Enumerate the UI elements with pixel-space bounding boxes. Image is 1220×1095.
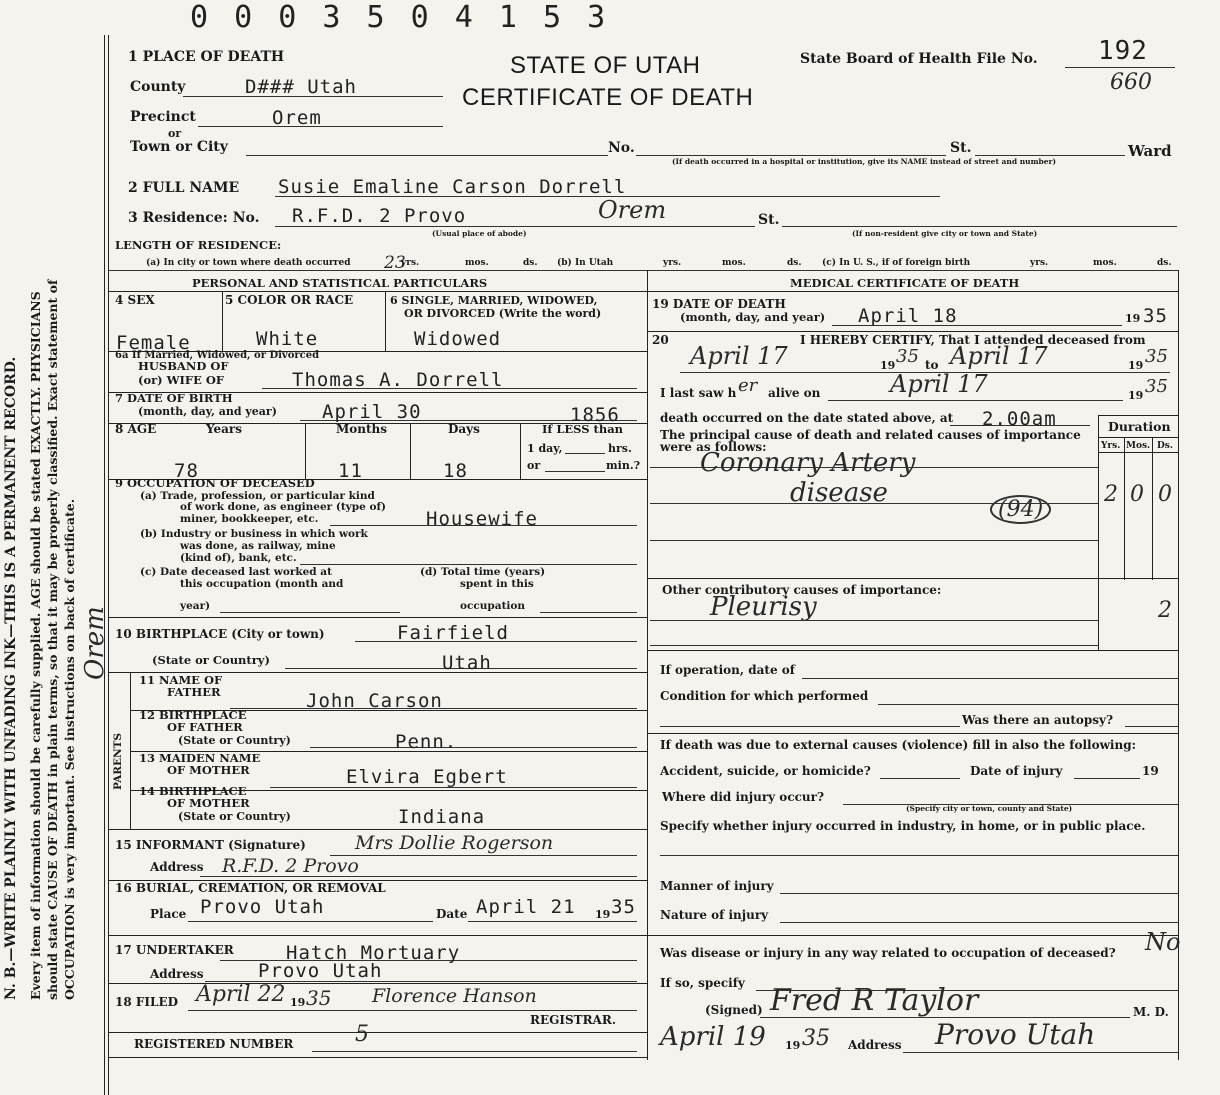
other-rule-1	[650, 620, 1098, 621]
one-day-label: 1 day,	[527, 442, 563, 455]
or-min-label: or	[527, 459, 541, 472]
residence-st-line	[782, 226, 1177, 227]
occ-b-1: (b) Industry or business in which work	[140, 528, 368, 540]
no-line	[636, 155, 946, 156]
undertaker-label: 17 UNDERTAKER	[115, 943, 234, 957]
row17-rule	[108, 983, 647, 984]
st-label: St.	[950, 140, 972, 156]
or-label: or	[168, 127, 182, 140]
duration-yrs: Yrs.	[1101, 441, 1121, 451]
burial-year-prefix: 19	[595, 908, 611, 921]
hrs-label: hrs.	[608, 442, 632, 455]
cause-rule-3	[650, 540, 1098, 541]
nonresident-note: (If non-resident give city or town and State)	[852, 229, 1038, 238]
father-birthplace-label-2: OF FATHER	[167, 720, 243, 734]
center-divider	[647, 270, 648, 1060]
cause-rule-1	[650, 467, 1098, 468]
left-border-inner	[108, 35, 109, 1095]
mother-value: Elvira Egbert	[346, 766, 508, 788]
birthplace-city: Fairfield	[397, 622, 509, 644]
full-name-label: 2 FULL NAME	[128, 180, 240, 196]
related-value: No	[1145, 928, 1181, 956]
informant-address: R.F.D. 2 Provo	[222, 855, 359, 877]
duration-col-1	[1124, 437, 1125, 580]
spouse-label-2: HUSBAND OF	[138, 359, 229, 373]
accident-line	[880, 778, 960, 779]
personal-section-title: PERSONAL AND STATISTICAL PARTICULARS	[192, 276, 488, 290]
sign-19: 19	[785, 1039, 801, 1052]
registrar-signature: Florence Hanson	[372, 985, 537, 1007]
duration-label: Duration	[1108, 419, 1171, 434]
utah-mos: mos.	[722, 258, 746, 268]
occ-c-1: (c) Date deceased last worked at	[140, 566, 332, 578]
age-months: 11	[338, 460, 363, 482]
nature-rule	[647, 935, 1178, 936]
occupation-label: 9 OCCUPATION OF DECEASED	[115, 476, 315, 490]
alive-on-line	[828, 400, 1123, 401]
occ-a-3: miner, bookkeeper, etc.	[180, 513, 319, 525]
informant-line	[330, 855, 637, 856]
death-occurred-label: death occurred on the date stated above, at	[660, 411, 954, 425]
injury-date-label: Date of injury	[970, 764, 1063, 778]
father-birthplace-value: Penn.	[395, 731, 458, 753]
occ-b-line	[300, 564, 637, 565]
dod-year-prefix: 19	[1125, 312, 1141, 325]
injury-19: 19	[1142, 764, 1159, 778]
other-causes-label: Other contributory causes of importance:	[662, 583, 942, 597]
residence-st-label: St.	[758, 212, 780, 228]
birthplace-state-label: (State or Country)	[152, 653, 270, 667]
age-label: 8 AGE	[115, 422, 157, 436]
birthplace-state: Utah	[442, 652, 492, 674]
condition-label: Condition for which performed	[660, 689, 869, 703]
row9-rule	[108, 617, 647, 618]
specify-industry-line	[660, 855, 1178, 856]
days-label: Days	[448, 422, 480, 436]
filed-19: 19	[290, 996, 306, 1009]
injury-date-line	[1074, 778, 1140, 779]
duration-divider	[1098, 415, 1099, 580]
margin-note-2: Every item of information should be carefully supplied. AGE should be stated EXACTLY. PHYSICIANS	[28, 291, 43, 1000]
row18-rule	[108, 1032, 647, 1033]
full-name-value: Susie Emaline Carson Dorrell	[278, 176, 627, 198]
dob-label-1: 7 DATE OF BIRTH	[115, 391, 233, 405]
occ-b-2: was done, as railway, mine	[180, 540, 336, 552]
length-ds: ds.	[523, 258, 538, 268]
occ-c-3: year)	[180, 600, 211, 612]
utah-ds: ds.	[787, 258, 802, 268]
town-line	[246, 155, 608, 156]
us-yrs: yrs.	[1030, 258, 1049, 268]
from-year: 35	[896, 346, 919, 367]
attended-to: April 17	[950, 342, 1048, 370]
signed-value: Fred R Taylor	[770, 983, 979, 1018]
marital-label-2: OR DIVORCED (Write the word)	[404, 307, 602, 320]
father-label-1: 11 NAME OF	[139, 673, 223, 687]
last-year: 35	[1145, 376, 1168, 397]
burial-place-line	[188, 921, 433, 922]
cause-line-2: disease	[790, 478, 888, 508]
duration-top	[1098, 415, 1178, 416]
dob-month-day: April 30	[322, 401, 422, 423]
burial-date-line	[468, 921, 637, 922]
burial-place-label: Place	[150, 907, 187, 921]
spouse-label-3: (or) WIFE OF	[138, 373, 225, 387]
length-us-label: (c) In U. S., if of foreign birth	[822, 258, 971, 268]
other-cause: Pleurisy	[710, 592, 817, 622]
from-19: 19	[880, 359, 896, 372]
row16-rule	[108, 935, 647, 936]
length-utah-label: (b) In Utah	[557, 258, 614, 268]
right-border	[1178, 270, 1179, 1060]
certify-text: I HEREBY CERTIFY, That I attended deceased from	[800, 333, 1146, 347]
title-certificate: CERTIFICATE OF DEATH	[462, 84, 754, 111]
specify-city-note: (Specify city or town, county and State)	[906, 804, 1073, 813]
medical-section-title: MEDICAL CERTIFICATE OF DEATH	[790, 276, 1020, 290]
cause-duration-yrs: 2	[1104, 482, 1118, 507]
signed-label: (Signed)	[705, 1003, 763, 1017]
county-label: County	[130, 79, 186, 95]
cause-text-2: were as follows:	[660, 440, 767, 454]
father-birthplace-label-1: 12 BIRTHPLACE	[139, 708, 247, 722]
condition-line	[878, 704, 1178, 705]
min-label: min.?	[606, 459, 641, 472]
mother-birthplace-label-3: (State or Country)	[178, 810, 291, 823]
hrs-line	[565, 453, 605, 454]
operation-label: If operation, date of	[660, 663, 795, 677]
title-state: STATE OF UTAH	[510, 52, 701, 79]
alive-on-label: alive on	[768, 386, 821, 400]
sign-address-label: Address	[848, 1038, 902, 1052]
length-city-value: 23	[384, 253, 406, 273]
cause-text-1: The principal cause of death and related causes of importance	[660, 428, 1081, 442]
sign-date: April 19	[660, 1022, 766, 1052]
duration-ds: Ds.	[1157, 441, 1174, 451]
accident-label: Accident, suicide, or homicide?	[660, 764, 871, 778]
us-ds: ds.	[1157, 258, 1172, 268]
dob-label-2: (month, day, and year)	[138, 405, 277, 418]
length-yrs: yrs.	[401, 258, 420, 268]
informant-label: 15 INFORMANT (Signature)	[115, 838, 306, 852]
filed-year: 35	[306, 986, 332, 1010]
dod-year: 35	[1143, 305, 1168, 327]
father-birthplace-line	[310, 747, 637, 748]
mother-birthplace-label-2: OF MOTHER	[167, 796, 250, 810]
months-label: Months	[336, 422, 388, 436]
age-divider-1	[305, 423, 306, 479]
row14-rule	[108, 829, 647, 830]
cause-bottom-rule	[647, 578, 1178, 579]
file-no-line	[1065, 67, 1175, 68]
autopsy-rule	[647, 733, 1178, 734]
if-so-label: If so, specify	[660, 976, 745, 990]
usual-place-note: (Usual place of abode)	[432, 229, 527, 238]
undertaker-address: Provo Utah	[258, 960, 383, 982]
other-duration: 2	[1158, 598, 1172, 623]
duration-rule	[1098, 437, 1178, 438]
cause-duration-mos: 0	[1130, 482, 1144, 507]
nature-label: Nature of injury	[660, 908, 769, 922]
age-divider-3	[520, 423, 521, 479]
informant-value: Mrs Dollie Rogerson	[355, 832, 554, 854]
occ-a-2: of work done, as engineer (type of)	[180, 501, 386, 513]
med-row19-rule	[647, 331, 1178, 332]
marital-value: Widowed	[414, 328, 502, 350]
cause-line-1: Coronary Artery	[700, 448, 916, 478]
mother-label-2: OF MOTHER	[167, 763, 250, 777]
marital-label-1: 6 SINGLE, MARRIED, WIDOWED,	[390, 294, 598, 307]
margin-note-3: should state CAUSE OF DEATH in plain terms, so that it may be properly classified. Exact statement of	[45, 279, 60, 1000]
color-label: 5 COLOR OR RACE	[225, 293, 354, 307]
bottom-rule	[108, 1057, 647, 1058]
undertaker-value: Hatch Mortuary	[286, 942, 461, 964]
sex-value: Female	[116, 332, 191, 354]
spouse-label-1: 6a If Married, Widowed, or Divorced	[115, 350, 320, 361]
death-time: 2.00am	[982, 408, 1057, 430]
cause-duration-ds: 0	[1158, 482, 1172, 507]
registered-line	[312, 1051, 637, 1052]
birthplace-label: 10 BIRTHPLACE (City or town)	[115, 627, 325, 641]
manner-line	[780, 893, 1178, 894]
precinct-label: Precinct	[130, 109, 196, 125]
nature-line	[780, 922, 1178, 923]
other-rule-2	[650, 645, 1098, 646]
to-19: 19	[1128, 359, 1144, 372]
cause-rule-2	[650, 503, 1098, 504]
last-19: 19	[1128, 389, 1144, 402]
duration-head-rule	[1098, 452, 1178, 453]
mother-birthplace-value: Indiana	[398, 806, 486, 828]
burial-place: Provo Utah	[200, 896, 325, 918]
length-mos: mos.	[465, 258, 489, 268]
ward-label: Ward	[1128, 142, 1172, 160]
injury-where-label: Where did injury occur?	[662, 790, 825, 804]
filed-date: April 22	[196, 982, 286, 1007]
color-value: White	[256, 328, 319, 350]
burial-year: 35	[611, 896, 636, 918]
residence-value: R.F.D. 2 Provo	[292, 205, 467, 227]
file-no-sub: 660	[1110, 70, 1152, 95]
min-line	[545, 471, 605, 472]
residence-label: 3 Residence: No.	[128, 210, 260, 226]
last-saw-handwriting: er	[738, 375, 758, 396]
sex-divider	[222, 291, 223, 351]
other-bottom-rule	[647, 650, 1178, 651]
specify-industry-label: Specify whether injury occurred in industry, in home, or in public place.	[660, 819, 1146, 833]
parents-label: PARENTS	[112, 732, 124, 790]
registered-number-label: REGISTERED NUMBER	[134, 1037, 294, 1051]
occupation-value: Housewife	[426, 508, 538, 530]
serial-number: 0 0 0 3 5 0 4 1 5 3	[190, 0, 610, 35]
occ-d-2: spent in this	[460, 578, 534, 590]
father-label-2: FATHER	[167, 685, 221, 699]
father-birthplace-label-3: (State or Country)	[178, 734, 291, 747]
related-label: Was disease or injury in any way related to occupation of deceased?	[660, 946, 1116, 960]
registrar-label: REGISTRAR.	[530, 1013, 617, 1027]
occ-d-1: (d) Total time (years)	[420, 566, 546, 578]
informant-address-label: Address	[150, 860, 204, 874]
filed-label: 18 FILED	[115, 995, 178, 1009]
md-label: M. D.	[1133, 1005, 1169, 1019]
mother-label-1: 13 MAIDEN NAME	[139, 751, 261, 765]
autopsy-label: Was there an autopsy?	[962, 713, 1114, 727]
manner-label: Manner of injury	[660, 879, 774, 893]
burial-label: 16 BURIAL, CREMATION, OR REMOVAL	[115, 881, 386, 895]
autopsy-answer-line	[1125, 726, 1178, 727]
mother-birthplace-label-1: 14 BIRTHPLACE	[139, 784, 247, 798]
registered-number-value: 5	[355, 1022, 369, 1047]
sign-year: 35	[802, 1026, 830, 1051]
occ-d-line	[540, 612, 637, 613]
filed-line	[188, 1010, 637, 1011]
dod-label-1: 19 DATE OF DEATH	[652, 297, 786, 311]
precinct-value: Orem	[272, 107, 322, 129]
no-label: No.	[608, 140, 635, 156]
file-no-value: 192	[1098, 36, 1148, 66]
utah-yrs: yrs.	[663, 258, 682, 268]
last-saw-date: April 17	[890, 370, 988, 398]
dod-value: April 18	[858, 305, 958, 327]
spouse-value: Thomas A. Dorrell	[292, 369, 504, 391]
color-divider	[385, 291, 386, 351]
external-causes-label: If death was due to external causes (violence) fill in also the following:	[660, 738, 1137, 752]
age-years: 78	[174, 460, 199, 482]
residence-bottom-rule	[108, 270, 1178, 271]
other-duration-divider	[1098, 580, 1099, 650]
undertaker-address-label: Address	[150, 967, 204, 981]
father-value: John Carson	[306, 690, 443, 712]
dob-year: 1856	[570, 404, 620, 426]
margin-note-1: N. B.—WRITE PLAINLY WITH UNFADING INK—THIS IS A PERMANENT RECORD.	[3, 356, 19, 1000]
county-value: D### Utah	[245, 76, 357, 98]
length-of-residence-label: LENGTH OF RESIDENCE:	[115, 238, 282, 252]
section-header-rule	[108, 291, 1178, 292]
age-days: 18	[443, 460, 468, 482]
length-city-label: (a) In city or town where death occurred	[146, 258, 351, 268]
place-of-death-label: 1 PLACE OF DEATH	[128, 49, 285, 65]
sign-address-line	[903, 1052, 1178, 1053]
dod-label-2: (month, day, and year)	[680, 310, 826, 324]
num-20: 20	[652, 333, 669, 347]
occ-a-1: (a) Trade, profession, or particular kind	[140, 490, 375, 502]
us-mos: mos.	[1093, 258, 1117, 268]
residence-handwriting: Orem	[598, 196, 667, 224]
st-line	[975, 155, 1125, 156]
operation-line	[802, 678, 1178, 679]
hospital-note: (If death occurred in a hospital or institution, give its NAME instead of street and number)	[672, 157, 1057, 166]
sex-label: 4 SEX	[115, 293, 155, 307]
margin-handwriting: Orem	[80, 606, 110, 680]
burial-date: April 21	[476, 896, 576, 918]
margin-note-4: OCCUPATION is very important. See instructions on back of certificate.	[62, 498, 77, 1000]
burial-date-label: Date	[436, 907, 468, 921]
occ-d-3: occupation	[460, 600, 526, 612]
occ-b-3: (kind of), bank, etc.	[180, 552, 297, 564]
to-year: 35	[1145, 346, 1168, 367]
file-no-label: State Board of Health File No.	[800, 51, 1038, 67]
age-divider-2	[410, 423, 411, 479]
to-label: to	[925, 358, 939, 372]
sign-address: Provo Utah	[935, 1018, 1096, 1051]
duration-mos: Mos.	[1126, 441, 1151, 451]
left-border	[104, 35, 105, 1095]
last-saw-prefix: I last saw h	[660, 386, 737, 400]
years-label: Years	[206, 422, 243, 436]
town-label: Town or City	[130, 139, 228, 155]
occ-c-line	[220, 612, 400, 613]
cause-code: (94)	[990, 495, 1051, 524]
occ-c-2: this occupation (month and	[180, 578, 344, 590]
autopsy-line	[660, 726, 960, 727]
attended-from: April 17	[690, 342, 788, 370]
duration-col-2	[1152, 437, 1153, 580]
less-than-label: If LESS than	[542, 422, 624, 436]
